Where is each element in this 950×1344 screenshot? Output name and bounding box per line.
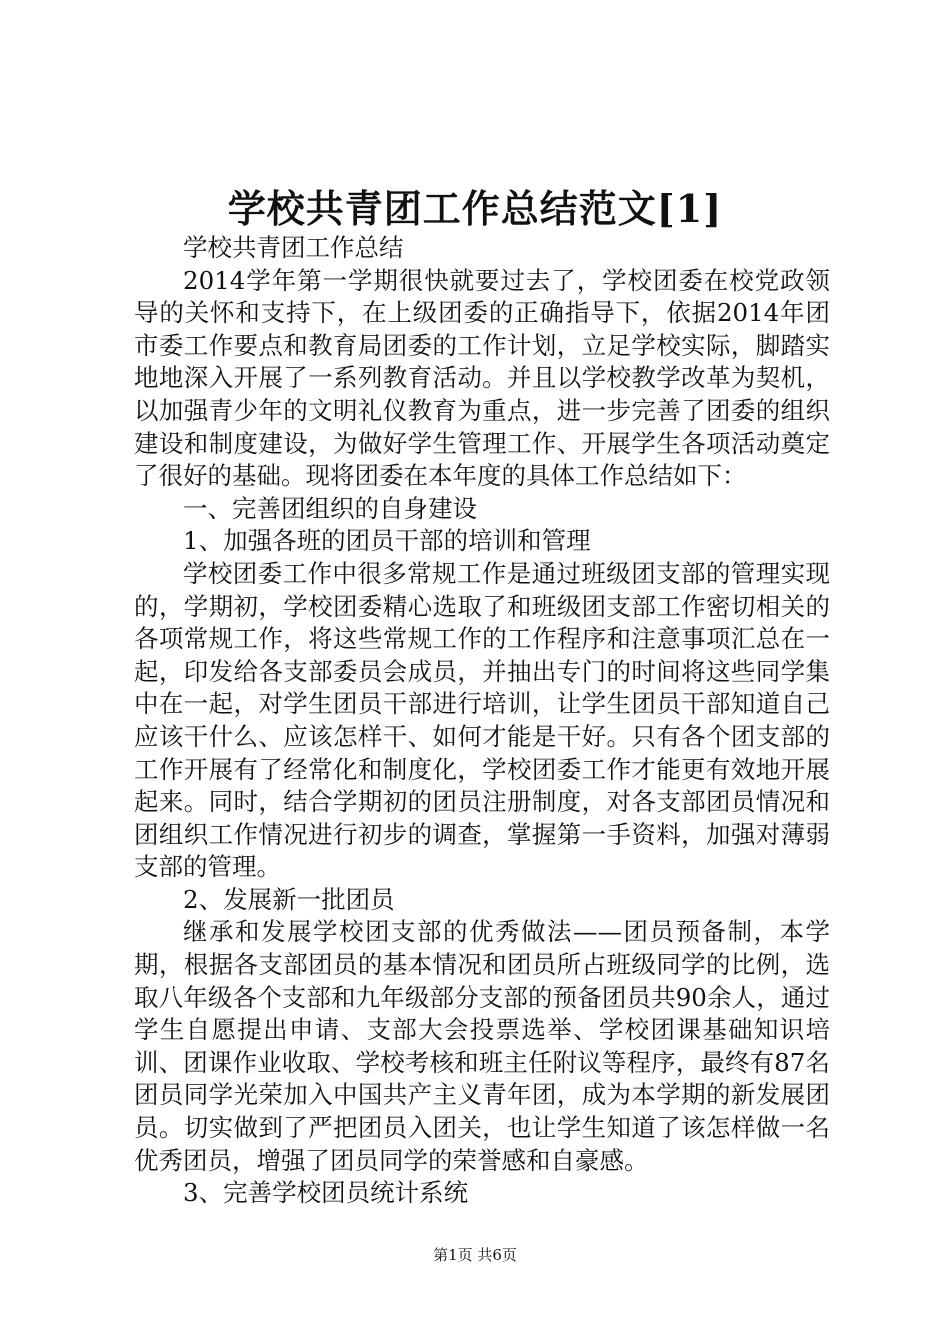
page-footer: 第1页 共6页 <box>433 1246 517 1264</box>
subtitle-paragraph: 学校共青团工作总结 <box>183 233 404 262</box>
document-body <box>134 232 830 1210</box>
intro-paragraph: 2014学年第一学期很快就要过去了，学校团委在校党政领导的关怀和支持下，在上级团委的正确指导下，依据2014年团市委工作要点和教育局团委的工作计划，立足学校实际，脚踏实地地深入开展了一系列教育活动。并且以学校教学改革为契机，以加强青少年的文明礼仪教育为重点，进一步完善了团委的组织建设和制度建设，为做好学生管理工作、开展学生各项活动奠定了很好的基础。现将团委在本年度的具体工作总结如下： <box>134 265 830 491</box>
document-title: 学校共青团工作总结范文[1] <box>227 186 723 231</box>
body-paragraph: 学校团委工作中很多常规工作是通过班级团支部的管理实现的，学期初，学校团委精心选取了和班级团支部工作密切相关的各项常规工作，将这些常规工作的工作程序和注意事项汇总在一起，印发给各支部委员会成员，并抽出专门的时间将这些同学集中在一起，对学生团员干部进行培训，让学生团员干部知道自己应该干什么、应该怎样干、如何才能是干好。只有各个团支部的工作开展有了经常化和制度化，学校团委工作才能更有效地开展起来。同时，结合学期初的团员注册制度，对各支部团员情况和团组织工作情况进行初步的调查，掌握第一手资料，加强对薄弱支部的管理。 <box>134 558 830 882</box>
body-paragraph: 继承和发展学校团支部的优秀做法——团员预备制，本学期，根据各支部团员的基本情况和团员所占班级同学的比例，选取八年级各个支部和九年级部分支部的预备团员共90余人，通过学生自愿提出申请、支部大会投票选举、学校团课基础知识培训、团课作业收取、学校考核和班主任附议等程序，最终有87名团员同学光荣加入中国共产主义青年团，成为本学期的新发展团员。切实做到了严把团员入团关，也让学生知道了该怎样做一名优秀团员，增强了团员同学的荣誉感和自豪感。 <box>134 917 830 1175</box>
subsection-heading-3: 3、完善学校团员统计系统 <box>183 1178 469 1208</box>
section-heading-1: 一、完善团组织的自身建设 <box>183 493 477 523</box>
subsection-heading-1: 1、加强各班的团员干部的培训和管理 <box>183 526 591 556</box>
subsection-heading-2: 2、发展新一批团员 <box>183 884 395 914</box>
